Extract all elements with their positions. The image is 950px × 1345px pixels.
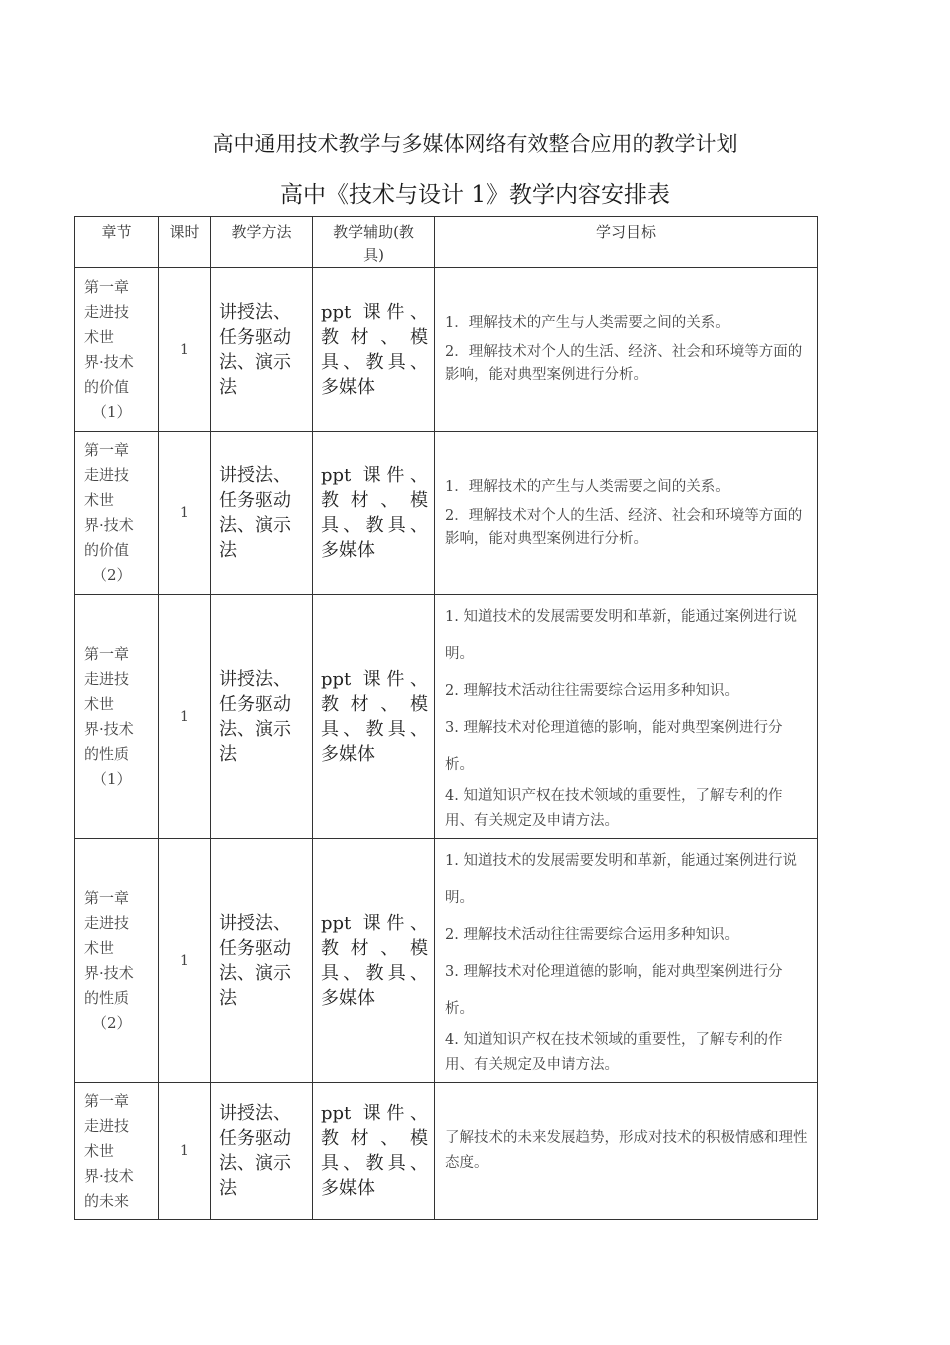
goal-item: 2．理解技术对个人的生活、经济、社会和环境等方面的影响，能对典型案例进行分析。 bbox=[445, 344, 803, 383]
aids-cell: ppt 课件、教材、模具、教具、多媒体 bbox=[313, 595, 435, 839]
chapter-line: 走进技 bbox=[84, 466, 130, 484]
goal-item: 2. 理解技术活动往往需要综合运用多种知识。 bbox=[445, 927, 739, 943]
chapter-line: （2） bbox=[92, 1013, 132, 1032]
goal-item: 2．理解技术对个人的生活、经济、社会和环境等方面的影响，能对典型案例进行分析。 bbox=[445, 507, 803, 547]
chapter-line: 的性质 bbox=[84, 988, 130, 1007]
aids-cell: ppt 课件、教材、模具、教具、多媒体 bbox=[313, 268, 435, 432]
chapter-line: 走进技 bbox=[84, 302, 130, 321]
chapter-line: 走进技 bbox=[84, 913, 130, 932]
method-cell: 讲授法、任务驱动法、演示法 bbox=[211, 268, 313, 432]
goals-cell bbox=[435, 839, 818, 1083]
hours-cell: 1 bbox=[159, 1083, 211, 1220]
aids-cell: ppt 课件、教材、模具、教具、多媒体 bbox=[313, 1083, 435, 1220]
goal-item: 3. 理解技术对伦理道德的影响，能对典型案例进行分析。 bbox=[445, 720, 783, 773]
goal-item: 4. 知道知识产权在技术领域的重要性，了解专利的作用、有关规定及申请方法。 bbox=[445, 1032, 783, 1073]
chapter-line: 术世 bbox=[84, 1141, 115, 1160]
goal-item: 1. 知道技术的发展需要发明和革新，能通过案例进行说明。 bbox=[445, 609, 797, 662]
hours-cell: 1 bbox=[159, 839, 211, 1083]
method-cell: 讲授法、任务驱动法、演示法 bbox=[211, 432, 313, 595]
goal-item: 了解技术的未来发展趋势，形成对技术的积极情感和理性态度。 bbox=[445, 1130, 808, 1171]
chapter-line: 走进技 bbox=[84, 1116, 130, 1135]
chapter-line: 第一章 bbox=[84, 1091, 130, 1110]
chapter-cell bbox=[75, 268, 159, 432]
chapter-cell bbox=[75, 1083, 159, 1220]
hours-cell: 1 bbox=[159, 268, 211, 432]
goal-item: 2. 理解技术活动往往需要综合运用多种知识。 bbox=[445, 683, 739, 699]
goal-item: 3. 理解技术对伦理道德的影响，能对典型案例进行分析。 bbox=[445, 964, 783, 1017]
method-cell: 讲授法、任务驱动法、演示法 bbox=[211, 595, 313, 839]
chapter-line: 术世 bbox=[84, 938, 115, 957]
header-aids: 教学辅助(教具) bbox=[313, 217, 435, 268]
method-cell: 讲授法、任务驱动法、演示法 bbox=[211, 1083, 313, 1220]
chapter-line: 走进技 bbox=[84, 669, 130, 688]
header-chapter: 章节 bbox=[75, 217, 159, 268]
table-row bbox=[75, 1083, 818, 1220]
header-hours: 课时 bbox=[159, 217, 211, 268]
chapter-line: 术世 bbox=[84, 491, 115, 509]
goals-cell bbox=[435, 595, 818, 839]
aids-cell: ppt 课件、教材、模具、教具、多媒体 bbox=[313, 432, 435, 595]
table-title: 高中《技术与设计 1》教学内容安排表 bbox=[280, 182, 670, 208]
chapter-line: 界·技术 bbox=[84, 1166, 134, 1185]
chapter-line: 的价值 bbox=[84, 377, 130, 396]
document-title: 高中通用技术教学与多媒体网络有效整合应用的教学计划 bbox=[212, 132, 738, 156]
aids-cell: ppt 课件、教材、模具、教具、多媒体 bbox=[313, 839, 435, 1083]
goal-item: 1．理解技术的产生与人类需要之间的关系。 bbox=[445, 315, 730, 331]
chapter-line: 术世 bbox=[84, 694, 115, 713]
method-cell: 讲授法、任务驱动法、演示法 bbox=[211, 839, 313, 1083]
goals-cell bbox=[435, 432, 818, 595]
chapter-line: 的价值 bbox=[84, 541, 130, 559]
chapter-line: （1） bbox=[92, 769, 132, 788]
table-row bbox=[75, 432, 818, 595]
chapter-cell bbox=[75, 839, 159, 1083]
chapter-line: 第一章 bbox=[84, 888, 130, 907]
table-row bbox=[75, 595, 818, 839]
table-header-row bbox=[75, 217, 818, 268]
chapter-line: 第一章 bbox=[84, 277, 130, 296]
chapter-cell bbox=[75, 595, 159, 839]
hours-cell: 1 bbox=[159, 595, 211, 839]
header-method: 教学方法 bbox=[211, 217, 313, 268]
goals-cell bbox=[435, 1083, 818, 1220]
chapter-line: 界·技术 bbox=[84, 516, 134, 534]
goal-item: 4. 知道知识产权在技术领域的重要性，了解专利的作用、有关规定及申请方法。 bbox=[445, 788, 783, 829]
hours-cell: 1 bbox=[159, 432, 211, 595]
goal-item: 1. 知道技术的发展需要发明和革新，能通过案例进行说明。 bbox=[445, 853, 797, 906]
goals-cell bbox=[435, 268, 818, 432]
chapter-line: 第一章 bbox=[84, 441, 130, 459]
chapter-line: （2） bbox=[92, 566, 132, 584]
chapter-line: 术世 bbox=[84, 327, 115, 346]
chapter-line: 界·技术 bbox=[84, 719, 134, 738]
chapter-line: 的性质 bbox=[84, 744, 130, 763]
chapter-cell bbox=[75, 432, 159, 595]
chapter-line: （1） bbox=[92, 402, 132, 421]
chapter-line: 第一章 bbox=[84, 644, 130, 663]
chapter-line: 的未来 bbox=[84, 1191, 130, 1210]
goal-item: 1．理解技术的产生与人类需要之间的关系。 bbox=[445, 478, 730, 495]
header-goals: 学习目标 bbox=[435, 217, 818, 268]
lesson-plan-table bbox=[74, 216, 818, 1220]
chapter-line: 界·技术 bbox=[84, 963, 134, 982]
table-row bbox=[75, 268, 818, 432]
table-row bbox=[75, 839, 818, 1083]
chapter-line: 界·技术 bbox=[84, 352, 134, 371]
